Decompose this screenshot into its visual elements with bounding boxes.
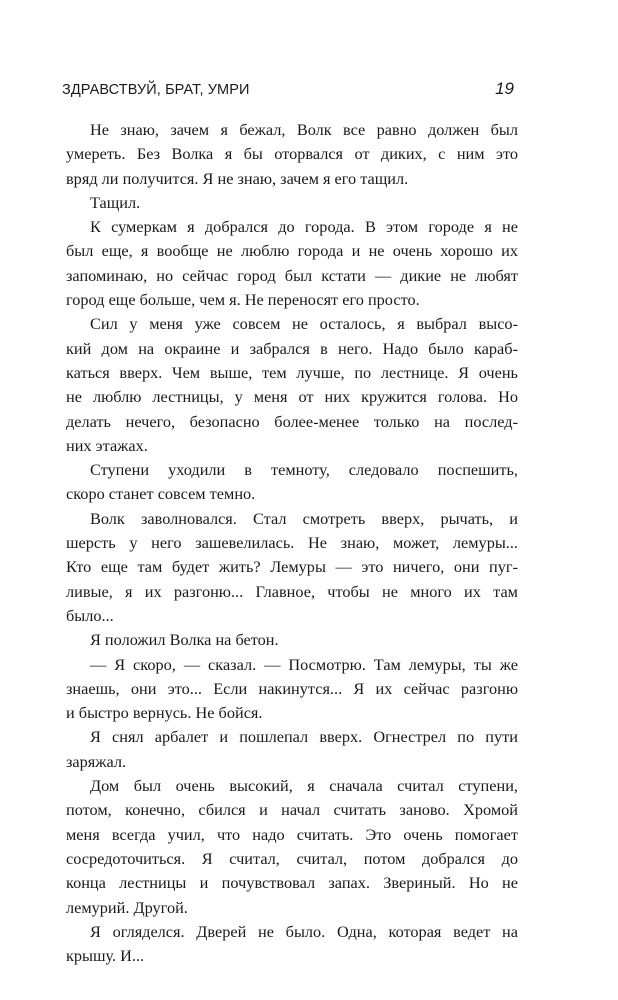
text-line: скоро станет совсем темно. (66, 484, 256, 504)
text-line: меня всегда учил, что надо считать. Это очень помогает (66, 824, 518, 844)
text-line: кий дом на окраине и забрался в него. Надо было караб- (66, 338, 518, 358)
text-line: крышу. И... (66, 946, 145, 966)
text-line: Ступени уходили в темноту, следовало поспешить, (90, 460, 518, 480)
text-line: умереть. Без Волка я бы оторвался от диких, с ним это (66, 144, 518, 164)
text-line: вряд ли получится. Я не знаю, зачем я его тащил. (66, 168, 409, 188)
text-line: был еще, я вообще не люблю города и не очень хорошо их (66, 241, 518, 261)
text-line: запоминаю, но сейчас город был кстати — дикие не любят (66, 265, 518, 285)
running-head (62, 80, 514, 102)
text-line: знаешь, они это... Если накинутся... Я их сейчас разгоню (66, 678, 518, 698)
text-line: ливые, я их разгоню... Главное, чтобы не много их там (66, 581, 518, 601)
text-line: них этажах. (66, 435, 148, 455)
text-line: каться вверх. Чем выше, тем лучше, по лестнице. Я очень (66, 362, 518, 382)
page-number: 19 (495, 79, 514, 98)
text-line: Сил у меня уже совсем не осталось, я выбрал высо- (90, 314, 518, 334)
running-title: ЗДРАВСТВУЙ, БРАТ, УМРИ (62, 82, 250, 98)
text-line: заряжал. (66, 751, 127, 771)
text-line: сосредоточиться. Я считал, считал, потом добрался до (66, 848, 518, 868)
text-line: и быстро вернусь. Не бойся. (66, 703, 263, 723)
text-line: город еще больше, чем я. Не переносят его просто. (66, 290, 420, 310)
text-line: Я огляделся. Дверей не было. Одна, которая ведет на (90, 921, 518, 941)
text-line: Тащил. (90, 192, 141, 212)
text-line: Я положил Волка на бетон. (90, 630, 279, 650)
text-line: не люблю лестницы, у меня от них кружится голова. Но (66, 387, 518, 407)
body-text (66, 118, 518, 968)
text-line: Кто еще там будет жить? Лемуры — это ничего, они пуг- (66, 557, 518, 577)
text-line: Дом был очень высокий, я сначала считал ступени, (90, 776, 518, 796)
text-line: Я снял арбалет и пошлепал вверх. Огнестрел по пути (90, 727, 518, 747)
text-line: К сумеркам я добрался до города. В этом городе я не (90, 217, 518, 237)
text-line: потом, конечно, сбился и начал считать заново. Хромой (66, 800, 518, 820)
text-line: шерсть у него зашевелилась. Не знаю, может, лемуры... (66, 533, 518, 553)
text-line: Волк заволновался. Стал смотреть вверх, рычать, и (90, 508, 518, 528)
text-line: лемурий. Другой. (66, 897, 188, 917)
text-line: делать нечего, безопасно более-менее только на послед- (66, 411, 518, 431)
text-line: Не знаю, зачем я бежал, Волк все равно должен был (90, 120, 518, 139)
text-line: — Я скоро, — сказал. — Посмотрю. Там лемуры, ты же (90, 654, 518, 674)
text-line: конца лестницы и почувствовал запах. Звериный. Но не (66, 873, 518, 893)
text-line: было... (66, 605, 114, 625)
